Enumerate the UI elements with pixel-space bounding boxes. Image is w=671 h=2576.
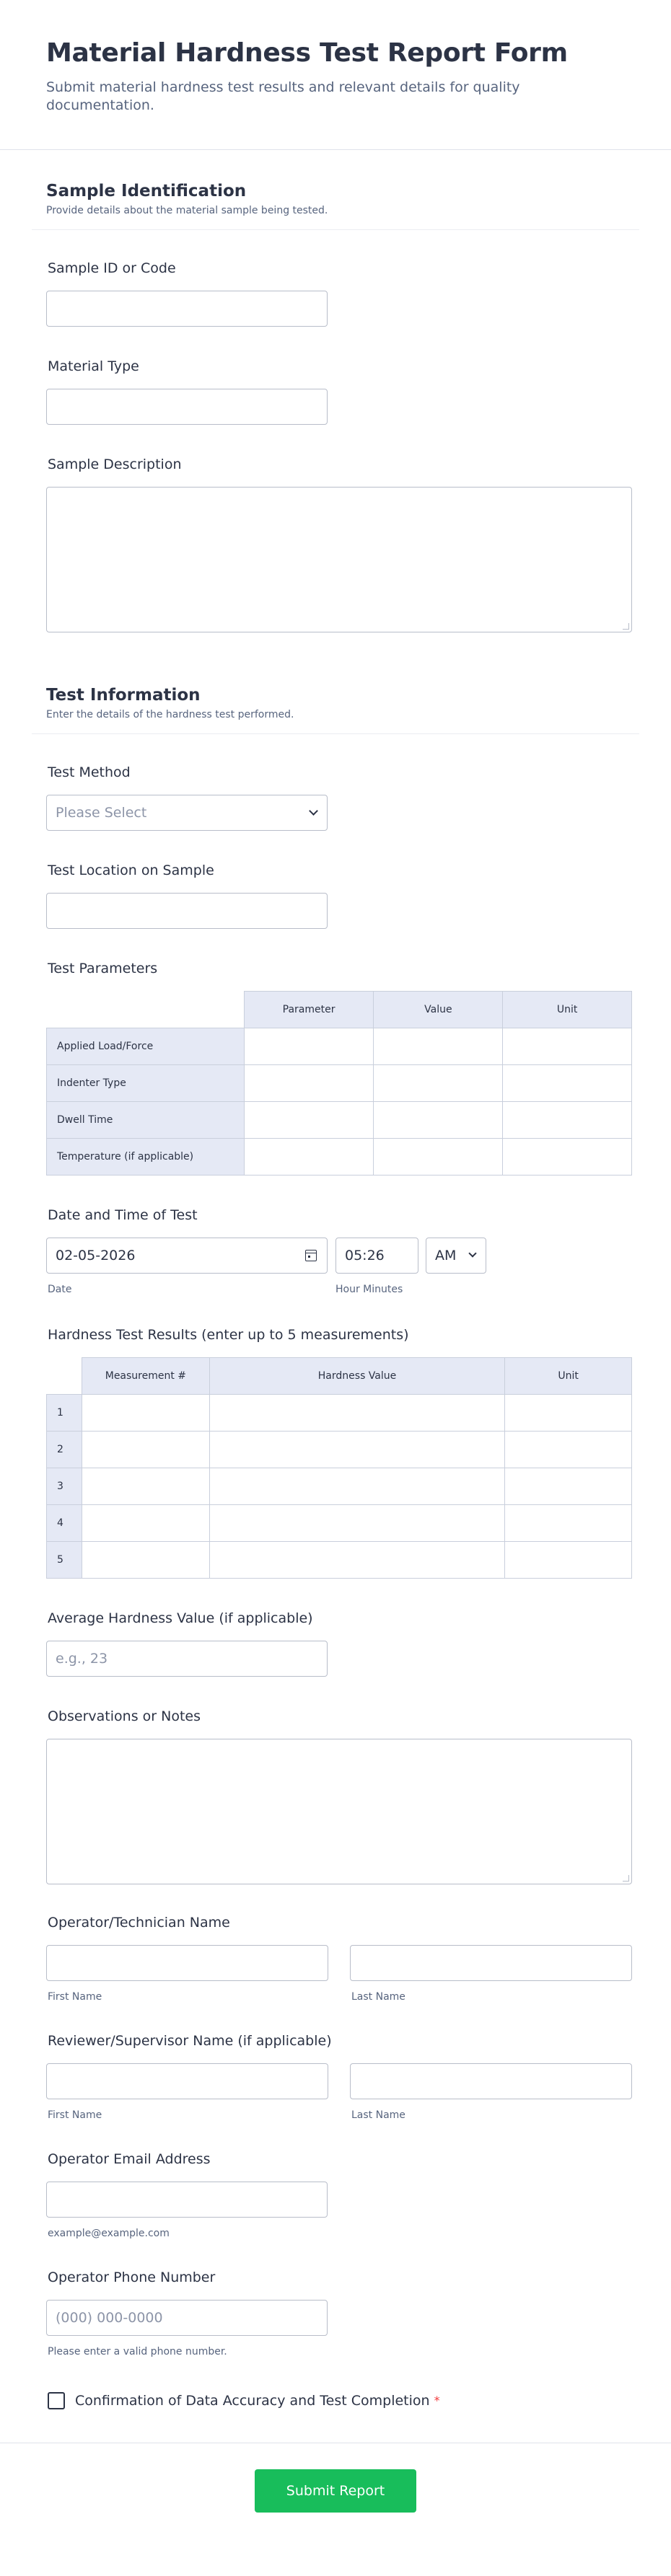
- datetime-field: [32, 1175, 639, 1295]
- table-cell-input[interactable]: [244, 1064, 374, 1101]
- section-header: [32, 150, 639, 230]
- material-type-label: Material Type: [48, 358, 139, 374]
- operator-first-name-input[interactable]: [46, 1945, 328, 1981]
- test-method-select[interactable]: [46, 795, 328, 831]
- chevron-down-icon: [468, 1249, 476, 1257]
- name-inputs: [46, 2063, 625, 2121]
- time-sublabel: Hour Minutes: [336, 1283, 403, 1295]
- row-header: 5: [47, 1541, 82, 1578]
- average-placeholder: e.g., 23: [56, 1650, 108, 1667]
- last-name-sublabel: Last Name: [351, 2109, 405, 2121]
- datetime-label: Date and Time of Test: [48, 1207, 198, 1223]
- table-cell-input[interactable]: [82, 1504, 209, 1541]
- table-cell-input[interactable]: [505, 1394, 632, 1431]
- table-header-row: [47, 991, 632, 1028]
- test-location-field: [32, 831, 639, 929]
- column-header: Parameter: [244, 991, 374, 1028]
- confirmation-field: [32, 2357, 639, 2409]
- email-field: [32, 2121, 639, 2239]
- table-cell-input[interactable]: [209, 1541, 504, 1578]
- reviewer-name-label: Reviewer/Supervisor Name (if applicable): [48, 2032, 332, 2049]
- results-field: [32, 1295, 639, 1579]
- chevron-down-icon: [309, 806, 318, 816]
- sample-id-input[interactable]: [46, 291, 328, 327]
- table-header-row: [47, 1357, 632, 1394]
- table-row: [47, 1101, 632, 1138]
- table-row: [47, 1028, 632, 1064]
- date-input[interactable]: [46, 1238, 328, 1274]
- confirmation-checkbox[interactable]: [48, 2392, 65, 2409]
- row-header: 4: [47, 1504, 82, 1541]
- phone-field: [32, 2239, 639, 2357]
- test-location-input[interactable]: [46, 893, 328, 929]
- table-row: [47, 1468, 632, 1504]
- section-title: Test Information: [46, 685, 201, 705]
- sample-description-textarea[interactable]: [46, 487, 632, 632]
- table-row: [47, 1431, 632, 1468]
- required-mark: *: [434, 2394, 440, 2408]
- table-cell-input[interactable]: [82, 1431, 209, 1468]
- sample-id-field: [32, 230, 639, 327]
- operator-name-label: Operator/Technician Name: [48, 1914, 230, 1931]
- reviewer-name-field: [32, 2003, 639, 2121]
- table-cell-input[interactable]: [374, 1101, 503, 1138]
- table-row: [47, 1138, 632, 1175]
- column-header: Measurement #: [82, 1357, 209, 1394]
- table-cell-input[interactable]: [503, 1028, 632, 1064]
- observations-field: [32, 1677, 639, 1884]
- section-title: Sample Identification: [46, 181, 247, 200]
- table-cell-input[interactable]: [244, 1028, 374, 1064]
- column-header: Hardness Value: [209, 1357, 504, 1394]
- sample-description-field: [32, 425, 639, 632]
- email-label: Operator Email Address: [48, 2151, 211, 2167]
- observations-label: Observations or Notes: [48, 1708, 201, 1724]
- form-header: [0, 0, 671, 150]
- table-cell-input[interactable]: [503, 1138, 632, 1175]
- form-subtitle: Submit material hardness test results and relevant details for quality documentation.: [46, 79, 520, 113]
- email-sublabel: example@example.com: [48, 2227, 170, 2239]
- sample-section: [0, 150, 671, 632]
- row-header: Indenter Type: [47, 1064, 245, 1101]
- resize-grip-icon[interactable]: [623, 1875, 629, 1882]
- confirmation-label[interactable]: Confirmation of Data Accuracy and Test Completion: [75, 2392, 430, 2409]
- table-cell-input[interactable]: [505, 1541, 632, 1578]
- form-title: Material Hardness Test Report Form: [46, 38, 568, 68]
- row-header: 1: [47, 1394, 82, 1431]
- section-description: Enter the details of the hardness test performed.: [46, 708, 294, 720]
- table-cell-input[interactable]: [374, 1138, 503, 1175]
- time-value: 05:26: [345, 1247, 385, 1263]
- operator-name-field: [32, 1884, 639, 2003]
- calendar-icon[interactable]: [305, 1250, 317, 1261]
- table-cell-input[interactable]: [209, 1504, 504, 1541]
- phone-label: Operator Phone Number: [48, 2269, 216, 2285]
- table-cell-input[interactable]: [82, 1541, 209, 1578]
- email-input[interactable]: [46, 2182, 328, 2218]
- test-location-label: Test Location on Sample: [48, 862, 214, 878]
- test-parameters-table: [46, 991, 632, 1175]
- sample-id-label: Sample ID or Code: [48, 260, 176, 276]
- column-header: Unit: [503, 991, 632, 1028]
- row-header: Dwell Time: [47, 1101, 245, 1138]
- material-type-field: [32, 327, 639, 425]
- reviewer-first-name-input[interactable]: [46, 2063, 328, 2099]
- table-cell-input[interactable]: [82, 1394, 209, 1431]
- row-header: 3: [47, 1468, 82, 1504]
- column-header: Value: [374, 991, 503, 1028]
- table-cell-input[interactable]: [82, 1468, 209, 1504]
- table-cell-input[interactable]: [244, 1138, 374, 1175]
- resize-grip-icon[interactable]: [623, 623, 629, 630]
- section-description: Provide details about the material sample being tested.: [46, 204, 328, 216]
- ampm-select[interactable]: [426, 1238, 486, 1274]
- table-row: [47, 1541, 632, 1578]
- table-cell-input[interactable]: [374, 1028, 503, 1064]
- reviewer-last-name-input[interactable]: [350, 2063, 632, 2099]
- test-method-placeholder: Please Select: [56, 804, 147, 821]
- table-cell-input[interactable]: [503, 1064, 632, 1101]
- table-cell-input[interactable]: [505, 1468, 632, 1504]
- row-header: 2: [47, 1431, 82, 1468]
- table-row: [47, 1504, 632, 1541]
- phone-sublabel: Please enter a valid phone number.: [48, 2345, 227, 2357]
- observations-textarea[interactable]: [46, 1739, 632, 1884]
- first-name-sublabel: First Name: [48, 2109, 102, 2121]
- table-cell-input[interactable]: [209, 1394, 504, 1431]
- name-inputs: [46, 1945, 625, 2003]
- date-sublabel: Date: [48, 1283, 72, 1295]
- table-cell-input[interactable]: [505, 1431, 632, 1468]
- results-table: [46, 1357, 632, 1579]
- date-value: 02-05-2026: [56, 1247, 136, 1263]
- results-label: Hardness Test Results (enter up to 5 measurements): [48, 1326, 409, 1343]
- form-footer: [0, 2443, 671, 2513]
- table-cell-input[interactable]: [209, 1431, 504, 1468]
- test-method-field: [32, 734, 639, 831]
- table-cell-input[interactable]: [244, 1101, 374, 1138]
- sample-description-label: Sample Description: [48, 456, 182, 472]
- test-method-label: Test Method: [48, 764, 131, 780]
- phone-input[interactable]: [46, 2300, 328, 2336]
- phone-placeholder: (000) 000-0000: [56, 2309, 163, 2326]
- submit-button[interactable]: Submit Report: [255, 2469, 416, 2513]
- average-input[interactable]: [46, 1641, 328, 1677]
- material-type-input[interactable]: [46, 389, 328, 425]
- table-row: [47, 1394, 632, 1431]
- row-header: Temperature (if applicable): [47, 1138, 245, 1175]
- column-header: Unit: [505, 1357, 632, 1394]
- table-cell-input[interactable]: [209, 1468, 504, 1504]
- table-cell-input[interactable]: [505, 1504, 632, 1541]
- average-field: [32, 1579, 639, 1677]
- average-label: Average Hardness Value (if applicable): [48, 1610, 313, 1626]
- ampm-value: AM: [435, 1247, 457, 1263]
- section-header: [32, 654, 639, 734]
- datetime-inputs: [46, 1238, 625, 1274]
- test-parameters-label: Test Parameters: [48, 960, 158, 976]
- test-parameters-field: [32, 929, 639, 1175]
- table-cell-input[interactable]: [503, 1101, 632, 1138]
- test-section: [0, 654, 671, 2409]
- datetime-sublabels: [46, 1274, 625, 1295]
- table-cell-input[interactable]: [374, 1064, 503, 1101]
- first-name-sublabel: First Name: [48, 1990, 102, 2003]
- table-row: [47, 1064, 632, 1101]
- last-name-sublabel: Last Name: [351, 1990, 405, 2003]
- time-input[interactable]: [336, 1238, 418, 1274]
- operator-last-name-input[interactable]: [350, 1945, 632, 1981]
- row-header: Applied Load/Force: [47, 1028, 245, 1064]
